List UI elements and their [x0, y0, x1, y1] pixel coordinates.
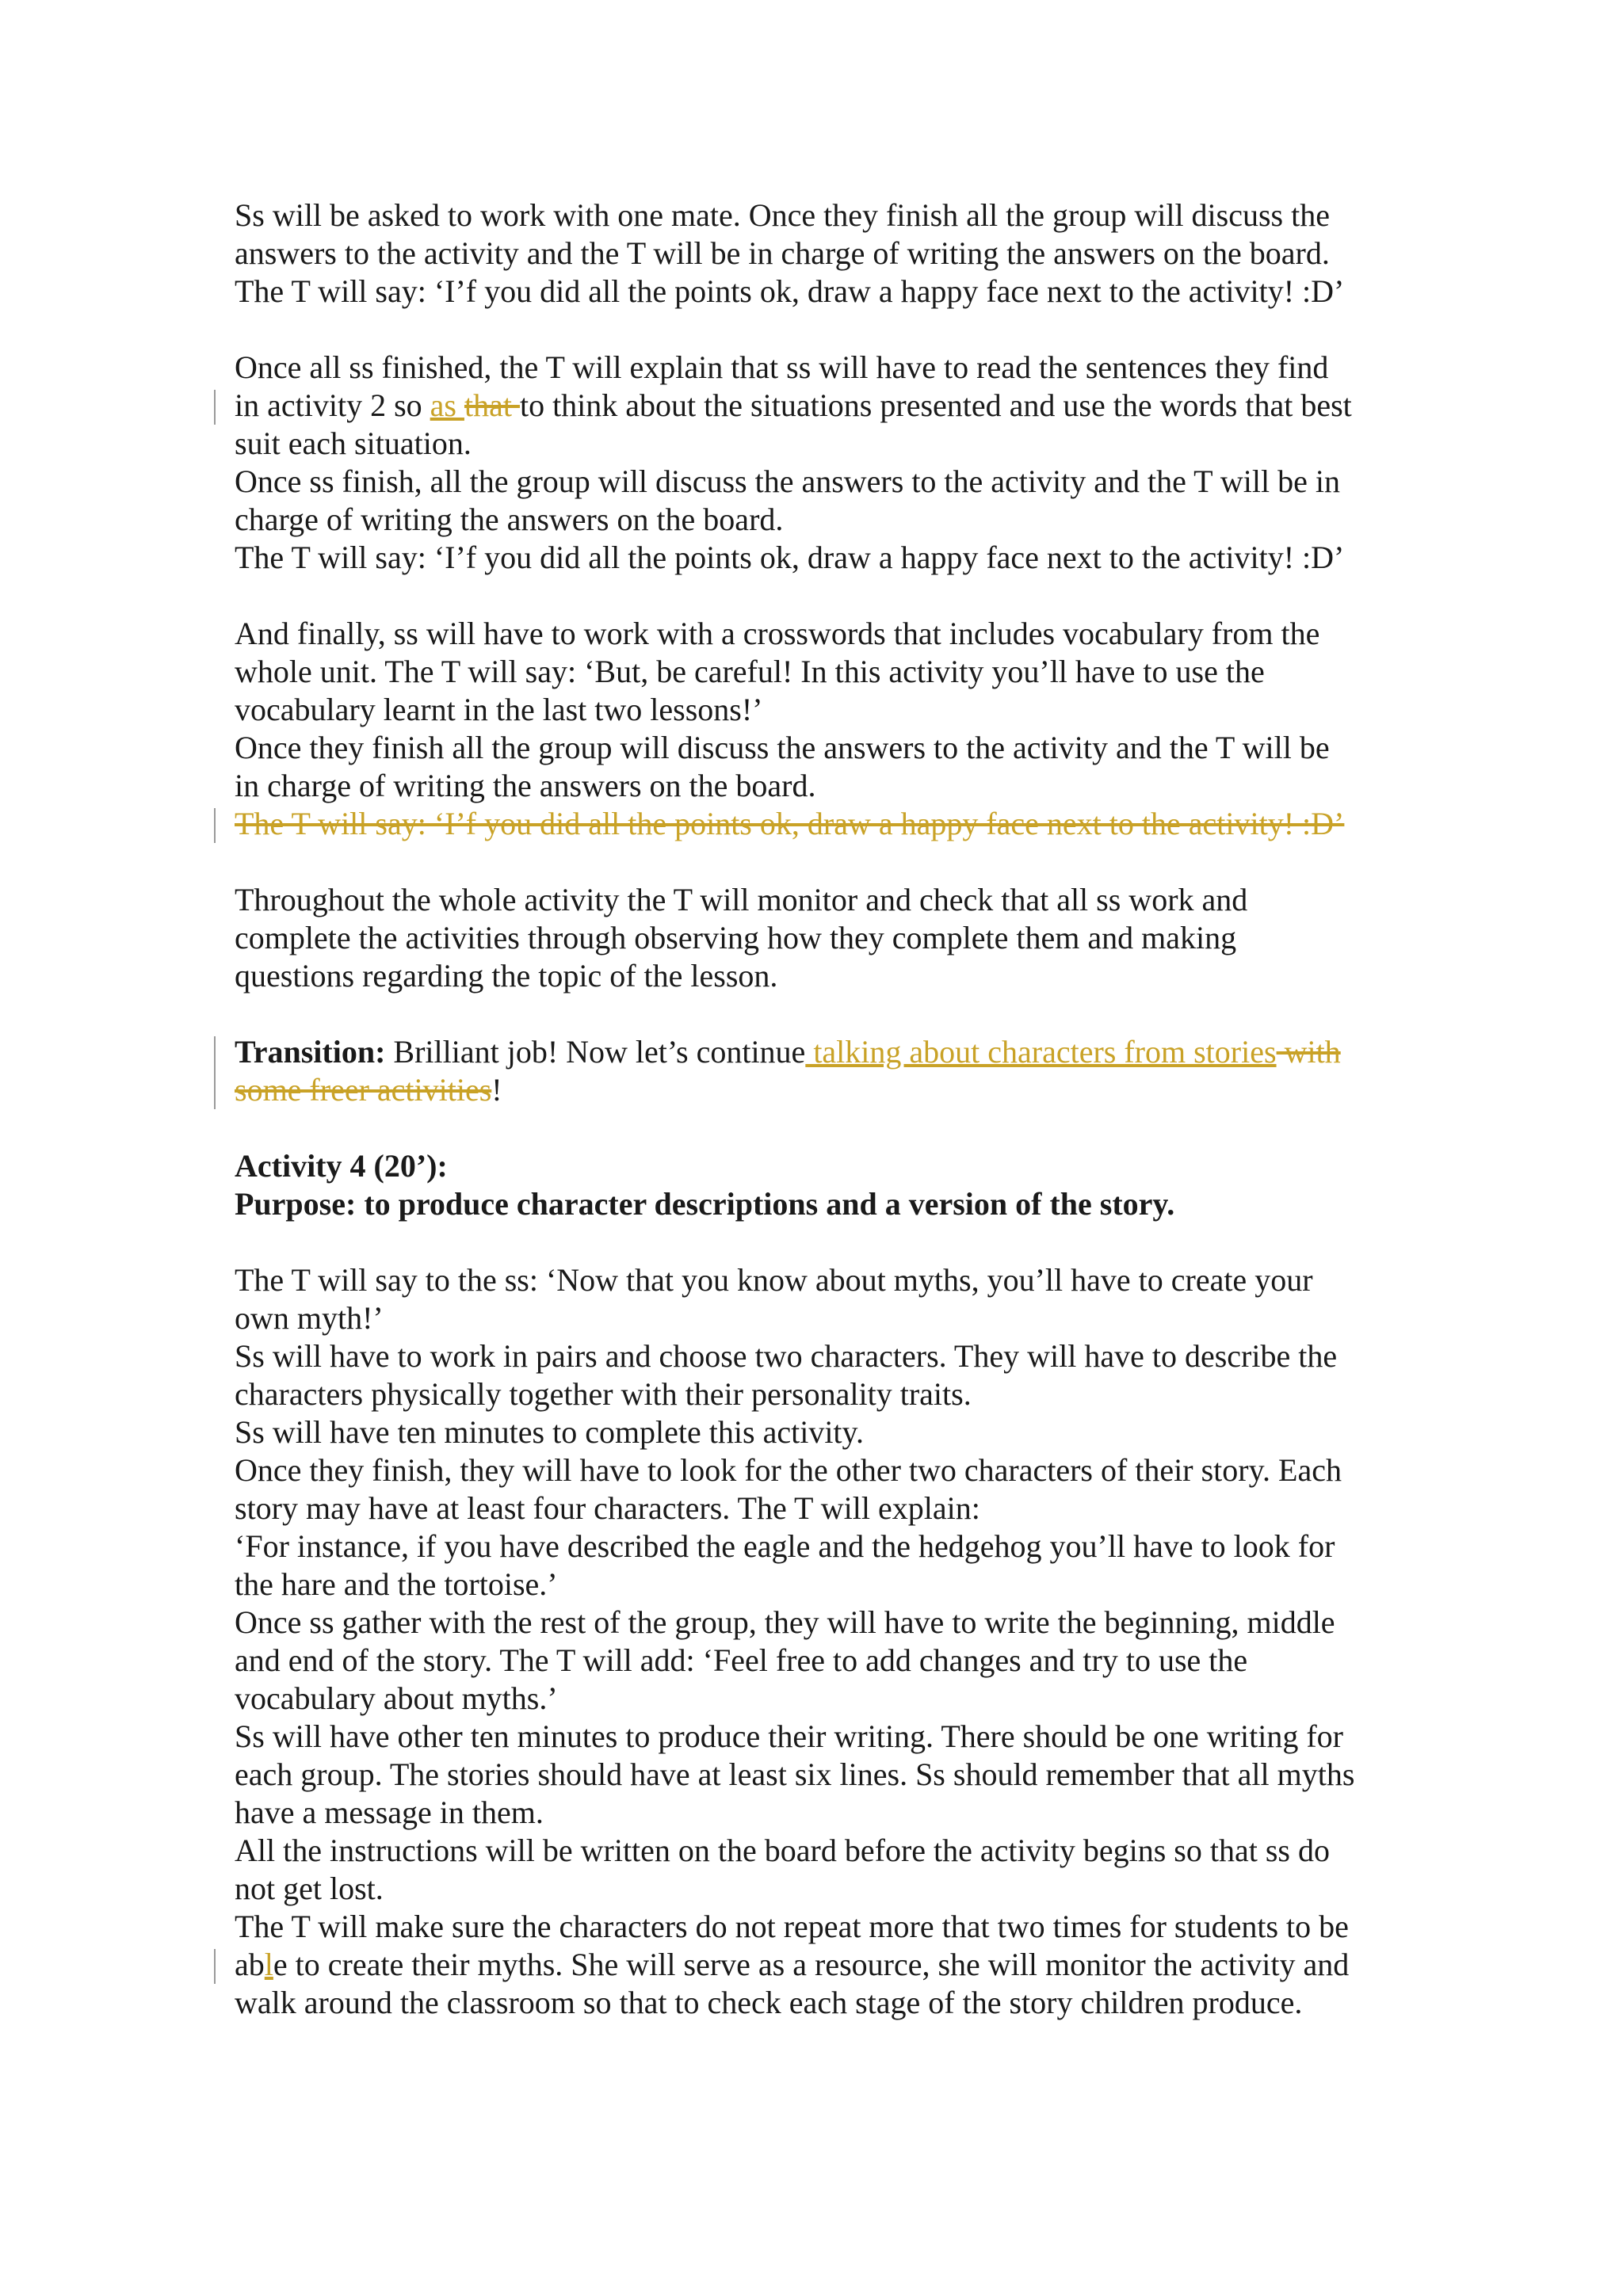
text-run: in activity 2 so — [235, 387, 430, 423]
text-line: Once they finish all the group will discuss the answers to the activity and the T will be — [235, 730, 1330, 765]
change-bar — [214, 390, 216, 425]
transition-label: Transition: — [235, 1034, 386, 1070]
paragraph-gap — [235, 311, 1415, 349]
transition-line — [235, 1033, 1415, 1071]
text-line: Ss will be asked to work with one mate. Once they finish all the group will discuss the — [235, 197, 1330, 233]
text-line: own myth!’ — [235, 1300, 384, 1336]
text-line-tracked — [235, 805, 1415, 843]
activity-heading: Activity 4 (20’): — [235, 1148, 448, 1184]
text-line: have a message in them. — [235, 1794, 544, 1830]
text-line: suit each situation. — [235, 425, 472, 461]
text-line: characters physically together with their personality traits. — [235, 1376, 972, 1412]
text-line: The T will say to the ss: ‘Now that you know about myths, you’ll have to create your — [235, 1262, 1313, 1298]
text-line: story may have at least four characters. The T will explain: — [235, 1490, 980, 1526]
text-line: each group. The stories should have at least six lines. Ss should remember that all myths — [235, 1756, 1355, 1792]
inserted-text: talking about characters from stories — [805, 1034, 1277, 1070]
text-line: And finally, ss will have to work with a crosswords that includes vocabulary from the — [235, 616, 1320, 651]
text-line: Once ss gather with the rest of the group, they will have to write the beginning, middle — [235, 1604, 1335, 1640]
text-line: walk around the classroom so that to check each stage of the story children produce. — [235, 1985, 1303, 2020]
text-line: whole unit. The T will say: ‘But, be careful! In this activity you’ll have to use the — [235, 654, 1265, 689]
text-line: Once they finish, they will have to look for the other two characters of their story. Each — [235, 1452, 1342, 1488]
text-line: ‘For instance, if you have described the eagle and the hedgehog you’ll have to look for — [235, 1528, 1335, 1564]
text-line: and end of the story. The T will add: ‘Feel free to add changes and try to use the — [235, 1642, 1248, 1678]
text-line-tracked — [235, 387, 1415, 425]
text-line: charge of writing the answers on the board. — [235, 502, 784, 537]
text-line: Ss will have ten minutes to complete this activity. — [235, 1414, 864, 1450]
text-line: The T will make sure the characters do not repeat more that two times for students to be — [235, 1909, 1349, 1944]
text-line: Once ss finish, all the group will discuss the answers to the activity and the T will be in — [235, 463, 1340, 499]
text-line: in charge of writing the answers on the board. — [235, 768, 816, 803]
text-run: Brilliant job! Now let’s continue — [385, 1034, 806, 1070]
paragraph-gap — [235, 843, 1415, 881]
text-line: Ss will have other ten minutes to produce their writing. There should be one writing for — [235, 1718, 1343, 1754]
transition-line-2 — [235, 1071, 1415, 1109]
text-line: Once all ss finished, the T will explain that ss will have to read the sentences they find — [235, 349, 1329, 385]
document-page — [235, 196, 1415, 2022]
text-line: All the instructions will be written on the board before the activity begins so that ss do — [235, 1833, 1330, 1868]
deleted-text: that — [464, 387, 520, 423]
text-run: to think about the situations presented and use the words that best — [519, 387, 1352, 423]
paragraph-gap — [235, 1223, 1415, 1261]
text-run: ab — [235, 1947, 265, 1982]
text-line: vocabulary about myths.’ — [235, 1680, 558, 1716]
inserted-text: l — [264, 1947, 273, 1982]
deleted-text: The T will say: ‘I’f you did all the points ok, draw a happy face next to the activity! :D’ — [235, 806, 1345, 841]
text-line: answers to the activity and the T will be in charge of writing the answers on the board. — [235, 235, 1330, 271]
text-run: ! — [491, 1072, 502, 1108]
text-line: Ss will have to work in pairs and choose two characters. They will have to describe the — [235, 1338, 1338, 1374]
inserted-text: as — [430, 387, 464, 423]
paragraph-gap — [235, 577, 1415, 615]
text-line: vocabulary learnt in the last two lessons!’ — [235, 692, 763, 727]
deleted-text: with — [1276, 1034, 1341, 1070]
text-line: complete the activities through observing how they complete them and making — [235, 920, 1237, 955]
activity-purpose: Purpose: to produce character descriptions and a version of the story. — [235, 1186, 1175, 1222]
text-line: The T will say: ‘I’f you did all the points ok, draw a happy face next to the activity! :D’ — [235, 273, 1345, 309]
text-line: The T will say: ‘I’f you did all the points ok, draw a happy face next to the activity! :D’ — [235, 540, 1345, 575]
text-line: Throughout the whole activity the T will monitor and check that all ss work and — [235, 882, 1248, 917]
paragraph-gap — [235, 1109, 1415, 1147]
text-line: questions regarding the topic of the lesson. — [235, 958, 778, 994]
text-line: the hare and the tortoise.’ — [235, 1566, 558, 1602]
text-line: not get lost. — [235, 1871, 384, 1906]
change-bar — [214, 1036, 216, 1109]
text-line-tracked — [235, 1946, 1415, 1984]
change-bar — [214, 1949, 216, 1984]
text-run: e to create their myths. She will serve as a resource, she will monitor the activity and — [273, 1947, 1350, 1982]
change-bar — [214, 808, 216, 843]
deleted-text: some freer activities — [235, 1072, 492, 1108]
paragraph-gap — [235, 995, 1415, 1033]
